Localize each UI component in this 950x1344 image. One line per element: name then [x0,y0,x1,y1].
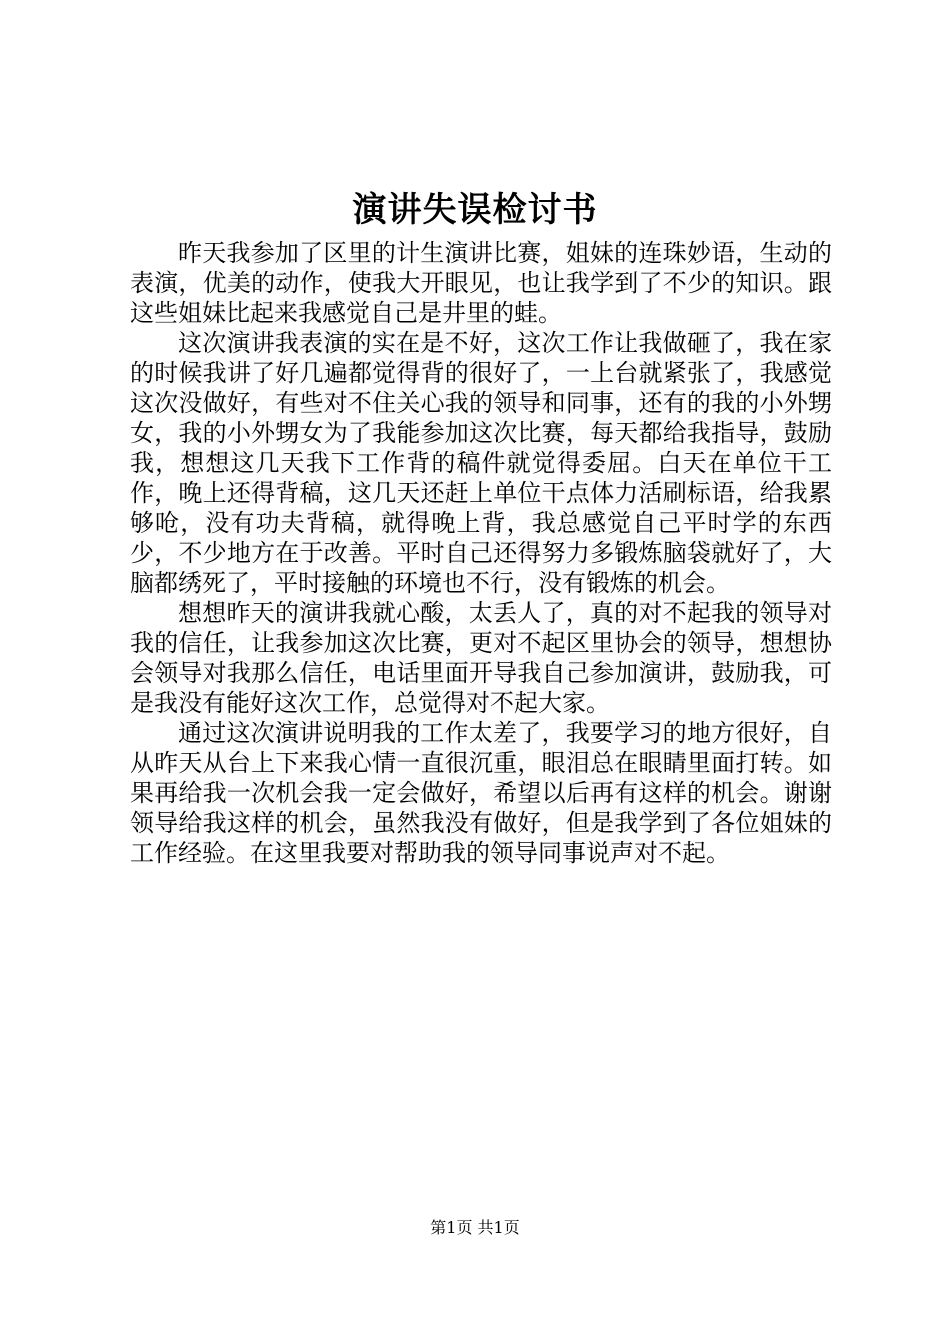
page-footer: 第1页 共1页 [430,1218,520,1237]
paragraph-4: 通过这次演讲说明我的工作太差了，我要学习的地方很好，自从昨天从台上下来我心情一直很沉重，眼泪总在眼睛里面打转。如果再给我一次机会我一定会做好，希望以后再有这样的机会。谢谢领导给我这样的机会，虽然我没有做好，但是我学到了各位姐妹的工作经验。在这里我要对帮助我的领导同事说声对不起。 [130,719,832,867]
document-body [130,238,832,868]
document-title: 演讲失误检讨书 [352,190,598,230]
paragraph-2: 这次演讲我表演的实在是不好，这次工作让我做砸了，我在家的时候我讲了好几遍都觉得背的很好了，一上台就紧张了，我感觉这次没做好，有些对不住关心我的领导和同事，还有的我的小外甥女，我的小外甥女为了我能参加这次比赛，每天都给我指导，鼓励我，想想这几天我下工作背的稿件就觉得委屈。白天在单位干工作，晚上还得背稿，这几天还赶上单位干点体力活刷标语，给我累够呛，没有功夫背稿，就得晚上背，我总感觉自己平时学的东西少，不少地方在于改善。平时自己还得努力多锻炼脑袋就好了，大脑都绣死了，平时接触的环境也不行，没有锻炼的机会。 [130,329,832,597]
paragraph-3: 想想昨天的演讲我就心酸，太丢人了，真的对不起我的领导对我的信任，让我参加这次比赛，更对不起区里协会的领导，想想协会领导对我那么信任，电话里面开导我自己参加演讲，鼓励我，可是我没有能好这次工作，总觉得对不起大家。 [130,599,832,717]
paragraph-1: 昨天我参加了区里的计生演讲比赛，姐妹的连珠妙语，生动的表演，优美的动作，使我大开眼见，也让我学到了不少的知识。跟这些姐妹比起来我感觉自己是井里的蛙。 [130,239,832,327]
